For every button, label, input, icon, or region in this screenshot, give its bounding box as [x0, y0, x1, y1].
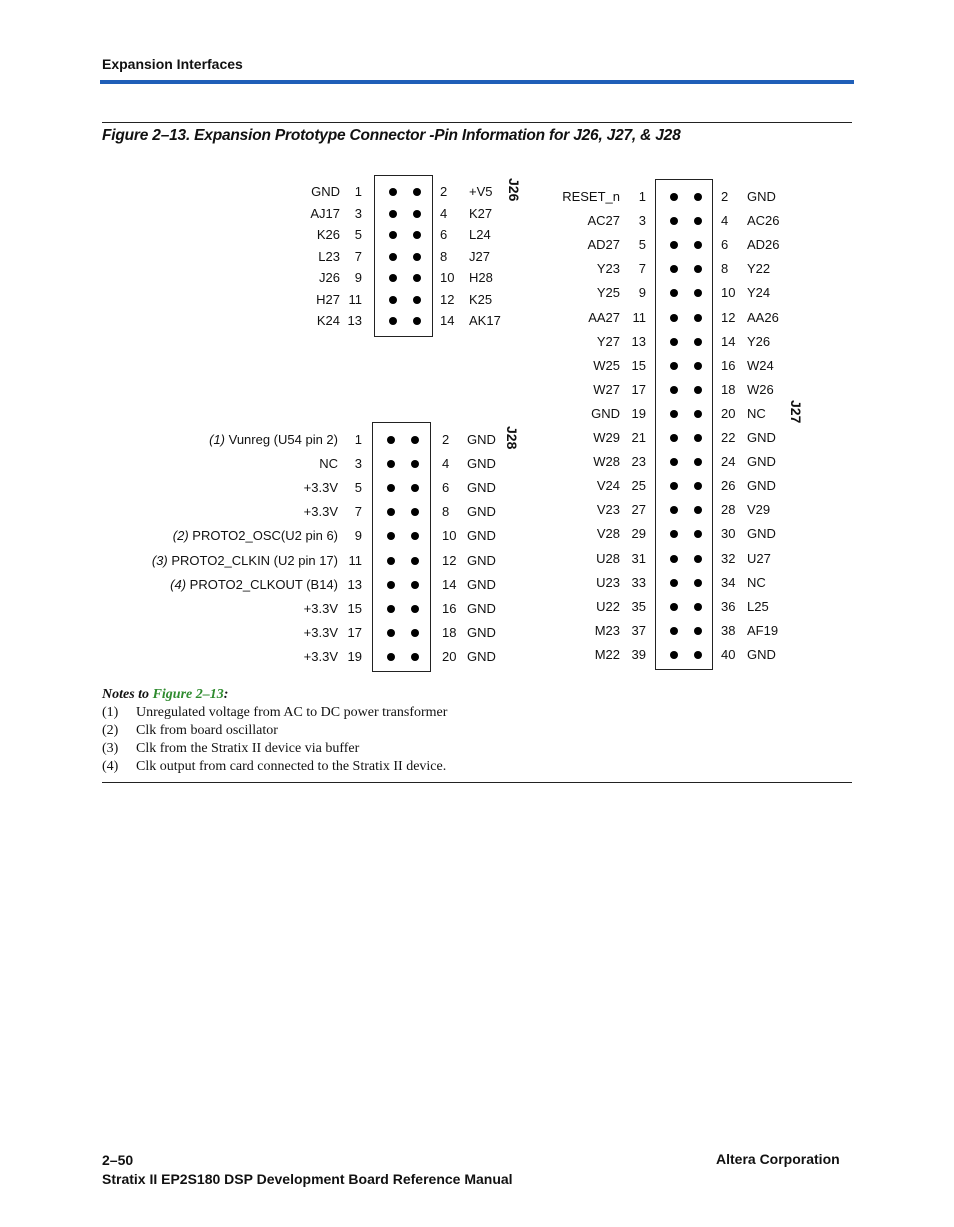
- j27-signal-label: M22: [594, 646, 620, 662]
- j27-pin-37-dot: [670, 627, 678, 635]
- j27-pin-number: 10: [721, 285, 736, 301]
- j28-pin-number: 3: [354, 456, 362, 472]
- j27-signal-label: V23: [596, 502, 620, 518]
- j26-pin-14-dot: [413, 317, 421, 325]
- j28-signal-label: GND: [467, 600, 496, 616]
- j27-pin-number: 35: [631, 598, 646, 614]
- j27-pin-number: 6: [721, 237, 729, 253]
- j26-pin-1-dot: [389, 188, 397, 196]
- j27-pin-number: 29: [631, 526, 646, 542]
- j27-signal-label: V29: [747, 502, 771, 518]
- j28-signal-label: GND: [467, 456, 496, 472]
- j26-pin-5-dot: [389, 231, 397, 239]
- j27-pin-31-dot: [670, 555, 678, 563]
- j27-pin-2-dot: [694, 193, 702, 201]
- j27-pin-number: 20: [721, 405, 736, 421]
- j27-signal-label: W26: [747, 381, 774, 397]
- signal-name: PROTO2_CLKOUT (B14): [186, 576, 338, 592]
- j28-pin-20-dot: [411, 653, 419, 661]
- j28-signal-label: GND: [467, 504, 496, 520]
- figure-bottom-rule: [102, 782, 852, 783]
- section-title: Expansion Interfaces: [102, 56, 243, 72]
- j27-pin-18-dot: [694, 386, 702, 394]
- j27-signal-label: W25: [593, 357, 620, 373]
- j26-pin-number: 9: [354, 270, 362, 285]
- j26-pin-number: 10: [440, 270, 455, 285]
- j27-pin-14-dot: [694, 338, 702, 346]
- signal-name: PROTO2_OSC(U2 pin 6): [188, 528, 338, 544]
- j26-pin-12-dot: [413, 296, 421, 304]
- j28-pin-13-dot: [387, 581, 395, 589]
- j26-connector-body: [374, 175, 433, 337]
- j27-pin-13-dot: [670, 338, 678, 346]
- j26-pin-9-dot: [389, 274, 397, 282]
- j28-pin-number: 5: [354, 480, 362, 496]
- note-item: (3) Clk from the Stratix II device via buffer: [102, 741, 360, 756]
- j26-signal-label: K25: [469, 291, 493, 307]
- j27-pin-40-dot: [694, 651, 702, 659]
- j28-pin-number: 7: [354, 504, 362, 520]
- j27-signal-label: W24: [747, 357, 774, 373]
- j26-pin-number: 1: [354, 184, 362, 199]
- j27-signal-label: GND: [747, 526, 776, 542]
- j27-pin-number: 16: [721, 357, 736, 373]
- j26-pin-4-dot: [413, 210, 421, 218]
- j27-pin-38-dot: [694, 627, 702, 635]
- j27-pin-36-dot: [694, 603, 702, 611]
- figure-title: Figure 2–13. Expansion Prototype Connector -Pin Information for J26, J27, & J28: [102, 127, 681, 144]
- j26-pin-number: 2: [440, 184, 448, 199]
- j28-signal-label: GND: [467, 480, 496, 496]
- j28-pin-number: 2: [442, 432, 450, 447]
- j27-pin-35-dot: [670, 603, 678, 611]
- j27-pin-number: 39: [631, 646, 646, 662]
- j27-pin-number: 25: [631, 478, 646, 494]
- page-number: 2–50: [102, 1152, 134, 1168]
- j27-signal-label: U22: [596, 598, 620, 614]
- j26-signal-label: K27: [469, 205, 493, 221]
- j27-pin-number: 11: [632, 309, 646, 325]
- j27-signal-label: RESET_n: [562, 189, 620, 204]
- j26-signal-label: K26: [316, 227, 340, 242]
- j28-pin-18-dot: [411, 629, 419, 637]
- j28-pin-number: 13: [347, 576, 362, 592]
- j27-signal-label: Y25: [596, 285, 620, 301]
- j27-signal-label: Y26: [747, 333, 771, 349]
- j28-pin-12-dot: [411, 557, 419, 565]
- j27-connector-label: J27: [788, 400, 804, 424]
- j28-signal-label: NC: [319, 456, 338, 472]
- j28-pin-number: 4: [442, 456, 450, 472]
- j26-signal-label: AK17: [469, 313, 501, 328]
- j27-signal-label: GND: [747, 454, 776, 470]
- j28-pin-number: 10: [442, 528, 457, 544]
- j27-signal-label: W28: [593, 454, 620, 470]
- j27-signal-label: NC: [747, 405, 766, 421]
- j27-signal-label: AF19: [747, 622, 779, 638]
- j27-signal-label: Y27: [596, 333, 620, 349]
- j28-pin-number: 14: [442, 576, 457, 592]
- j27-pin-number: 36: [721, 598, 736, 614]
- j28-signal-label: [170, 577, 338, 593]
- j26-pin-13-dot: [389, 317, 397, 325]
- j27-pin-33-dot: [670, 579, 678, 587]
- j28-pin-1-dot: [387, 436, 395, 444]
- j28-pin-number: 15: [347, 600, 362, 616]
- j28-pin-number: 8: [442, 504, 450, 520]
- j28-pin-11-dot: [387, 557, 395, 565]
- figure-notes: [102, 686, 447, 776]
- j27-connector-body: [655, 179, 713, 670]
- j28-signal-label: [173, 528, 338, 544]
- j27-signal-label: AC26: [747, 213, 780, 229]
- j27-pin-number: 31: [631, 550, 646, 566]
- j28-pin-number: 12: [442, 552, 457, 568]
- j28-connector-label: J28: [504, 426, 520, 450]
- notes-title: Notes to Figure 2–13:: [102, 687, 229, 702]
- j26-signal-label: +V5: [469, 184, 493, 199]
- j26-pin-6-dot: [413, 231, 421, 239]
- j27-pin-number: 17: [631, 381, 646, 397]
- j26-pin-number: 7: [354, 248, 362, 264]
- j27-pin-number: 12: [721, 309, 736, 325]
- j28-signal-label: +3.3V: [303, 624, 338, 640]
- j27-pin-number: 5: [638, 237, 646, 253]
- j27-pin-number: 33: [631, 574, 646, 590]
- j28-pin-number: 20: [442, 648, 457, 664]
- j26-pin-number: 8: [440, 248, 448, 264]
- j26-pin-number: 3: [354, 205, 362, 221]
- j27-signal-label: W29: [593, 430, 620, 445]
- j27-pin-21-dot: [670, 434, 678, 442]
- signal-name: PROTO2_CLKIN (U2 pin 17): [167, 552, 338, 568]
- j27-pin-number: 8: [721, 261, 729, 277]
- note-item: (2) Clk from board oscillator: [102, 723, 278, 738]
- j27-signal-label: Y24: [747, 285, 771, 301]
- j27-signal-label: L25: [747, 598, 769, 614]
- j26-signal-label: H27: [316, 291, 340, 307]
- j26-connector-label: J26: [506, 178, 522, 202]
- j28-pin-19-dot: [387, 653, 395, 661]
- j27-pin-number: 9: [638, 285, 646, 301]
- j27-signal-label: NC: [747, 574, 766, 590]
- j26-pin-number: 11: [348, 291, 362, 307]
- j27-signal-label: AD27: [587, 237, 620, 253]
- j27-pin-19-dot: [670, 410, 678, 418]
- j27-signal-label: GND: [747, 189, 776, 204]
- j27-signal-label: U28: [596, 550, 620, 566]
- j27-pin-number: 26: [721, 478, 736, 494]
- j27-pin-number: 37: [631, 622, 646, 638]
- j27-pin-34-dot: [694, 579, 702, 587]
- j27-pin-12-dot: [694, 314, 702, 322]
- j27-pin-number: 15: [631, 357, 646, 373]
- j27-signal-label: GND: [747, 478, 776, 494]
- j28-signal-label: GND: [467, 648, 496, 664]
- j27-pin-number: 3: [638, 213, 646, 229]
- j28-pin-16-dot: [411, 605, 419, 613]
- note-reference: (2): [172, 528, 189, 544]
- signal-name: Vunreg (U54 pin 2): [225, 432, 338, 447]
- j27-pin-number: 30: [721, 526, 736, 542]
- j27-signal-label: Y22: [747, 261, 771, 277]
- j27-pin-number: 1: [638, 189, 646, 204]
- j28-signal-label: +3.3V: [303, 504, 338, 520]
- j27-pin-number: 14: [721, 333, 736, 349]
- j28-signal-label: [209, 432, 338, 448]
- note-reference: (3): [151, 552, 168, 568]
- j27-pin-20-dot: [694, 410, 702, 418]
- j26-pin-11-dot: [389, 296, 397, 304]
- j27-pin-number: 2: [721, 189, 729, 204]
- j27-pin-16-dot: [694, 362, 702, 370]
- j27-pin-number: 24: [721, 454, 736, 470]
- j28-signal-label: GND: [467, 624, 496, 640]
- j26-signal-label: AJ17: [310, 205, 340, 221]
- j27-pin-39-dot: [670, 651, 678, 659]
- j28-signal-label: [152, 553, 338, 569]
- j27-pin-22-dot: [694, 434, 702, 442]
- j27-signal-label: AC27: [587, 213, 620, 229]
- j28-pin-17-dot: [387, 629, 395, 637]
- j27-signal-label: U23: [596, 574, 620, 590]
- j26-signal-label: K24: [316, 313, 340, 328]
- j27-signal-label: GND: [747, 430, 776, 445]
- j27-pin-number: 27: [631, 502, 646, 518]
- j26-pin-8-dot: [413, 253, 421, 261]
- j26-pin-number: 6: [440, 227, 448, 242]
- j27-signal-label: Y23: [596, 261, 620, 277]
- j28-pin-number: 19: [347, 648, 362, 664]
- j27-signal-label: V28: [596, 526, 620, 542]
- note-item: (4) Clk output from card connected to the Stratix II device.: [102, 759, 447, 774]
- j28-pin-15-dot: [387, 605, 395, 613]
- note-item: (1) Unregulated voltage from AC to DC power transformer: [102, 705, 448, 720]
- j28-pin-number: 6: [442, 480, 450, 496]
- j27-pin-11-dot: [670, 314, 678, 322]
- j26-signal-label: J26: [319, 270, 340, 285]
- j26-pin-10-dot: [413, 274, 421, 282]
- j27-pin-number: 28: [721, 502, 736, 518]
- j26-pin-number: 5: [354, 227, 362, 242]
- note-reference: (1): [209, 432, 226, 447]
- j27-pin-number: 19: [631, 405, 646, 421]
- j26-pin-number: 4: [440, 205, 448, 221]
- j27-signal-label: W27: [593, 381, 620, 397]
- j28-pin-number: 11: [348, 552, 362, 568]
- j27-signal-label: U27: [747, 550, 771, 566]
- j27-pin-number: 18: [721, 381, 736, 397]
- note-reference: (4): [170, 576, 187, 592]
- j27-pin-number: 13: [631, 333, 646, 349]
- j27-signal-label: AA27: [588, 309, 620, 325]
- j27-pin-15-dot: [670, 362, 678, 370]
- j27-pin-number: 23: [631, 454, 646, 470]
- j28-pin-2-dot: [411, 436, 419, 444]
- j28-pin-number: 1: [354, 432, 362, 447]
- footer-left: [102, 1151, 513, 1189]
- j26-signal-label: L24: [469, 227, 491, 242]
- j28-signal-label: +3.3V: [303, 600, 338, 616]
- j27-pin-number: 4: [721, 213, 729, 229]
- j27-pin-number: 7: [638, 261, 646, 277]
- j28-pin-number: 16: [442, 600, 457, 616]
- j26-signal-label: H28: [469, 270, 493, 285]
- j27-pin-number: 32: [721, 550, 736, 566]
- company-name: Altera Corporation: [716, 1151, 840, 1167]
- j27-pin-17-dot: [670, 386, 678, 394]
- j26-pin-number: 14: [440, 313, 455, 328]
- j28-signal-label: +3.3V: [303, 648, 338, 664]
- j27-signal-label: GND: [591, 405, 620, 421]
- j26-signal-label: GND: [311, 184, 340, 199]
- j28-connector-body: [372, 422, 431, 672]
- j27-signal-label: GND: [747, 646, 776, 662]
- j28-signal-label: GND: [467, 576, 496, 592]
- j27-signal-label: M23: [594, 622, 620, 638]
- j28-pin-number: 18: [442, 624, 457, 640]
- j27-signal-label: AD26: [747, 237, 780, 253]
- figure-link[interactable]: Figure 2–13: [152, 687, 224, 702]
- j28-signal-label: GND: [467, 528, 496, 544]
- j27-pin-number: 34: [721, 574, 736, 590]
- j27-pin-number: 40: [721, 646, 736, 662]
- j27-pin-number: 22: [721, 430, 736, 445]
- j26-signal-label: J27: [469, 248, 490, 264]
- j27-signal-label: AA26: [747, 309, 779, 325]
- j26-pin-number: 12: [440, 291, 455, 307]
- j28-pin-number: 9: [354, 528, 362, 544]
- j27-pin-number: 38: [721, 622, 736, 638]
- j28-pin-14-dot: [411, 581, 419, 589]
- j28-signal-label: GND: [467, 432, 496, 447]
- j26-pin-2-dot: [413, 188, 421, 196]
- manual-title: Stratix II EP2S180 DSP Development Board Reference Manual: [102, 1171, 513, 1187]
- j27-pin-1-dot: [670, 193, 678, 201]
- j26-pin-3-dot: [389, 210, 397, 218]
- j27-pin-32-dot: [694, 555, 702, 563]
- j27-signal-label: V24: [596, 478, 620, 494]
- j26-pin-number: 13: [347, 313, 362, 328]
- j28-signal-label: GND: [467, 552, 496, 568]
- j27-pin-number: 21: [631, 430, 646, 445]
- j26-pin-7-dot: [389, 253, 397, 261]
- j28-signal-label: +3.3V: [303, 480, 338, 496]
- j28-pin-number: 17: [347, 624, 362, 640]
- j26-signal-label: L23: [318, 248, 340, 264]
